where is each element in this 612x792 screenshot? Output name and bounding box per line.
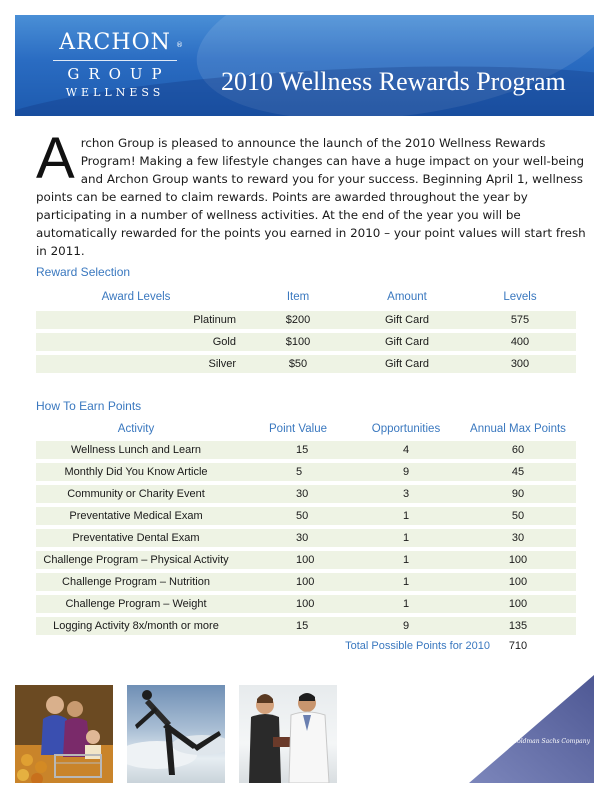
- opportunities: 9: [402, 466, 410, 478]
- amount: Gift Card: [384, 336, 429, 348]
- point-value: 30: [296, 488, 309, 500]
- earn-points-table: [36, 419, 576, 639]
- reward-selection-title: Reward Selection: [36, 265, 131, 279]
- doctor-patient-photo: [239, 685, 337, 783]
- table-row: [36, 333, 576, 351]
- annual-max-points: 60: [511, 444, 525, 456]
- header-item: Item: [286, 291, 310, 303]
- opportunities: 1: [402, 598, 410, 610]
- annual-max-points: 50: [511, 510, 525, 522]
- opportunities: 1: [402, 532, 410, 544]
- opportunities: 3: [402, 488, 410, 500]
- runner-illustration: [127, 685, 225, 783]
- table-row: [36, 617, 576, 635]
- logo-wellness: WELLNESS: [65, 86, 165, 99]
- header-amount: Amount: [387, 291, 427, 303]
- opportunities: 1: [402, 554, 410, 566]
- header-award-levels: Award Levels: [101, 291, 171, 303]
- levels: 300: [510, 358, 530, 370]
- table-row: [36, 551, 576, 569]
- award-level: Platinum: [193, 314, 236, 326]
- table-row: [36, 485, 576, 503]
- header-annual-max-points: Annual Max Points: [470, 423, 566, 435]
- opportunities: 9: [402, 620, 410, 632]
- item: $50: [288, 358, 308, 370]
- award-level: Gold: [212, 336, 236, 348]
- point-value: 100: [296, 598, 315, 610]
- family-grocery-illustration: [15, 685, 113, 783]
- activity: Wellness Lunch and Learn: [70, 444, 202, 456]
- point-value: 15: [296, 620, 309, 632]
- logo-group: GROUP: [67, 65, 171, 83]
- family-grocery-photo: [15, 685, 113, 783]
- header-activity: Activity: [117, 423, 155, 435]
- header-point-value: Point Value: [269, 423, 327, 435]
- header-levels: Levels: [503, 291, 537, 303]
- point-value: 50: [296, 510, 309, 522]
- activity: Community or Charity Event: [67, 488, 205, 500]
- table-row: [36, 507, 576, 525]
- corner-triangle-graphic: [469, 675, 594, 783]
- total-value: 710: [508, 640, 528, 652]
- annual-max-points: 45: [511, 466, 525, 478]
- activity: Preventative Dental Exam: [72, 532, 200, 544]
- amount: Gift Card: [384, 314, 429, 326]
- header-banner: [15, 15, 594, 116]
- activity: Logging Activity 8x/month or more: [53, 620, 219, 632]
- activity: Challenge Program – Weight: [65, 598, 207, 610]
- header-opportunities: Opportunities: [371, 423, 441, 435]
- annual-max-points: 135: [508, 620, 528, 632]
- point-value: 5: [296, 466, 303, 478]
- amount: Gift Card: [384, 358, 429, 370]
- opportunities: 4: [402, 444, 410, 456]
- runner-sky-photo: [127, 685, 225, 783]
- logo-divider: [53, 60, 177, 61]
- total-row: [36, 637, 576, 655]
- levels: 400: [510, 336, 530, 348]
- page-title: 2010 Wellness Rewards Program: [221, 67, 566, 96]
- annual-max-points: 100: [508, 576, 528, 588]
- intro-paragraph: [36, 126, 588, 260]
- annual-max-points: 30: [511, 532, 525, 544]
- intro-text: rchon Group is pleased to announce the launch of the 2010 Wellness Rewards Program! Making a few lifestyle changes can have a huge impact on your well-being and Archon Group wants to reward you for your success. Beginning April 1, wellness points can be earned to claim rewards. Points are awarded throughout the year by participating in a number of wellness activities. At the end of the year you will be automatically rewarded for the points you earned in 2010 – your point values will start fresh in 2011.: [36, 136, 586, 258]
- activity: Monthly Did You Know Article: [64, 466, 208, 478]
- goldman-sachs-note: a Goldman Sachs Company: [506, 738, 590, 745]
- table-header: [36, 287, 576, 307]
- levels: 575: [510, 314, 530, 326]
- point-value: 100: [296, 554, 315, 566]
- table-header: [36, 419, 576, 439]
- point-value: 15: [296, 444, 309, 456]
- activity: Challenge Program – Nutrition: [62, 576, 210, 588]
- point-value: 100: [296, 576, 315, 588]
- item: $100: [285, 336, 311, 348]
- drop-cap: A: [36, 126, 75, 191]
- table-row: [36, 573, 576, 591]
- annual-max-points: 100: [508, 554, 528, 566]
- table-row: [36, 311, 576, 329]
- award-level: Silver: [208, 358, 236, 370]
- activity: Preventative Medical Exam: [69, 510, 203, 522]
- opportunities: 1: [402, 510, 410, 522]
- activity: Challenge Program – Physical Activity: [43, 554, 229, 566]
- point-value: 30: [296, 532, 309, 544]
- archon-group-wellness-logo: [45, 31, 185, 101]
- table-row: [36, 441, 576, 459]
- logo-archon: ARCHON: [59, 30, 171, 55]
- table-row: [36, 595, 576, 613]
- logo-registered-mark: ®: [176, 41, 183, 49]
- total-label: Total Possible Points for 2010: [345, 640, 490, 652]
- table-row: [36, 529, 576, 547]
- reward-selection-table: [36, 287, 576, 377]
- doctor-patient-illustration: [239, 685, 337, 783]
- table-row: [36, 463, 576, 481]
- item: $200: [285, 314, 311, 326]
- annual-max-points: 90: [511, 488, 525, 500]
- opportunities: 1: [402, 576, 410, 588]
- earn-points-title: How To Earn Points: [36, 399, 142, 413]
- annual-max-points: 100: [508, 598, 528, 610]
- table-row: [36, 355, 576, 373]
